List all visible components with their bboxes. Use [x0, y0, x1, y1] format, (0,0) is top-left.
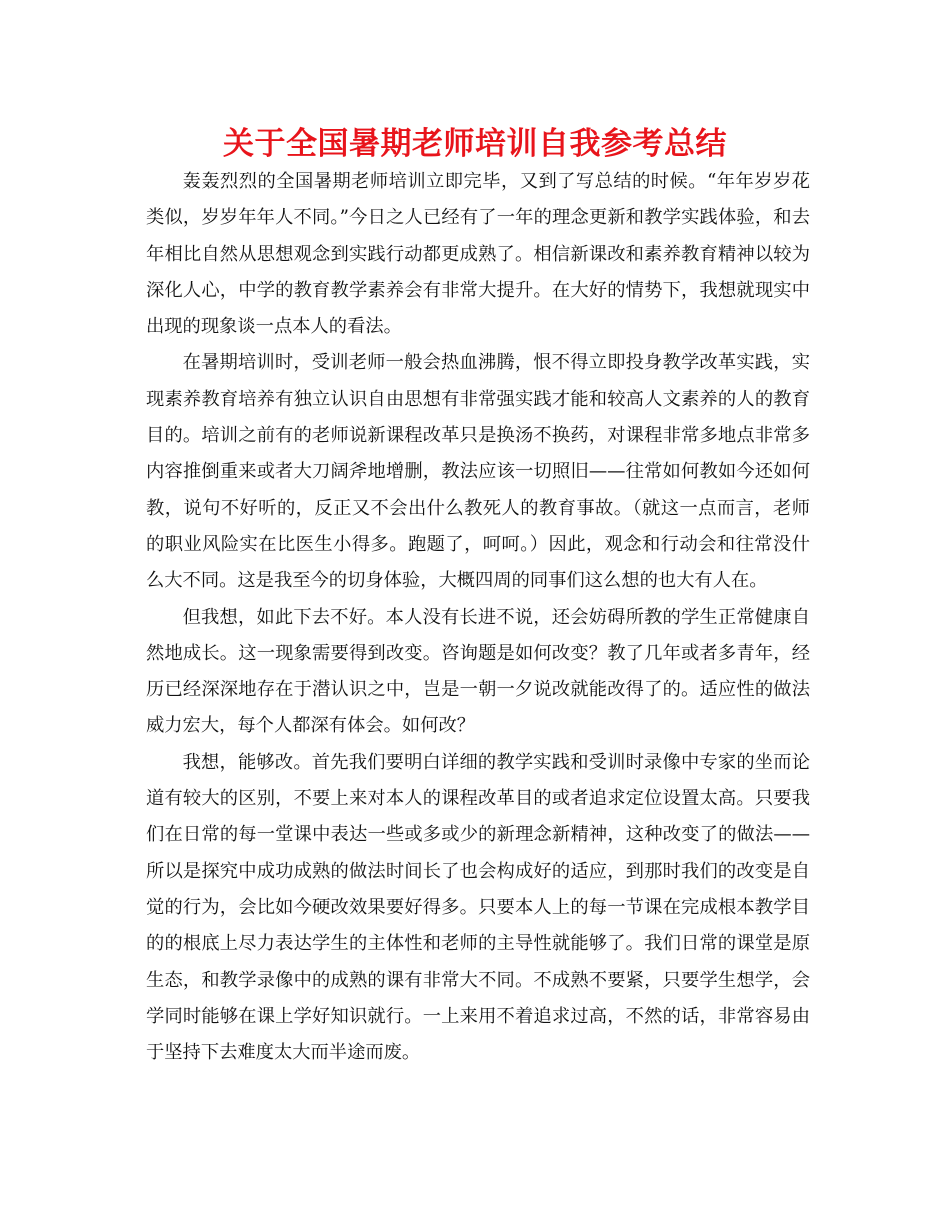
- paragraph-1: 轰轰烈烈的全国暑期老师培训立即完毕，又到了写总结的时候。“年年岁岁花类似，岁岁年年人不同。”今日之人已经有了一年的理念更新和教学实践体验，和去年相比自然从思想观念到实践行动都更成熟了。相信新课改和素养教育精神以较为深化人心，中学的教育教学素养会有非常大提升。在大好的情势下，我想就现实中出现的现象谈一点本人的看法。: [146, 171, 810, 338]
- document-body: [146, 164, 810, 1071]
- paragraph-2: 在暑期培训时，受训老师一般会热血沸腾，恨不得立即投身教学改革实践，实现素养教育培养有独立认识自由思想有非常强实践才能和较高人文素养的人的教育目的。培训之前有的老师说新课程改革只是换汤不换药，对课程非常多地点非常多内容推倒重来或者大刀阔斧地增删，教法应该一切照旧——往常如何教如今还如何教，说句不好听的，反正又不会出什么教死人的教育事故。（就这一点而言，老师的职业风险实在比医生小得多。跑题了，呵呵。）因此，观念和行动会和往常没什么大不同。这是我至今的切身体验，大概四周的同事们这么想的也大有人在。: [146, 352, 810, 592]
- paragraph-4: 我想，能够改。首先我们要明白详细的教学实践和受训时录像中专家的坐而论道有较大的区别，不要上来对本人的课程改革目的或者追求定位设置太高。只要我们在日常的每一堂课中表达一些或多或少的新理念新精神，这种改变了的做法——所以是探究中成功成熟的做法时间长了也会构成好的适应，到那时我们的改变是自觉的行为，会比如今硬改效果要好得多。只要本人上的每一节课在完成根本教学目的的根底上尽力表达学生的主体性和老师的主导性就能够了。我们日常的课堂是原生态，和教学录像中的成熟的课有非常大不同。不成熟不要紧，只要学生想学，会学同时能够在课上学好知识就行。一上来用不着追求过高，不然的话，非常容易由于坚持下去难度太大而半途而废。: [146, 751, 810, 1064]
- document-title: 关于全国暑期老师培训自我参考总结: [223, 126, 727, 162]
- paragraph-3: 但我想，如此下去不好。本人没有长进不说，还会妨碍所教的学生正常健康自然地成长。这一现象需要得到改变。咨询题是如何改变？教了几年或者多青年，经历已经深深地存在于潜认识之中，岂是一朝一夕说改就能改得了的。适应性的做法威力宏大，每个人都深有体会。如何改？: [146, 606, 810, 737]
